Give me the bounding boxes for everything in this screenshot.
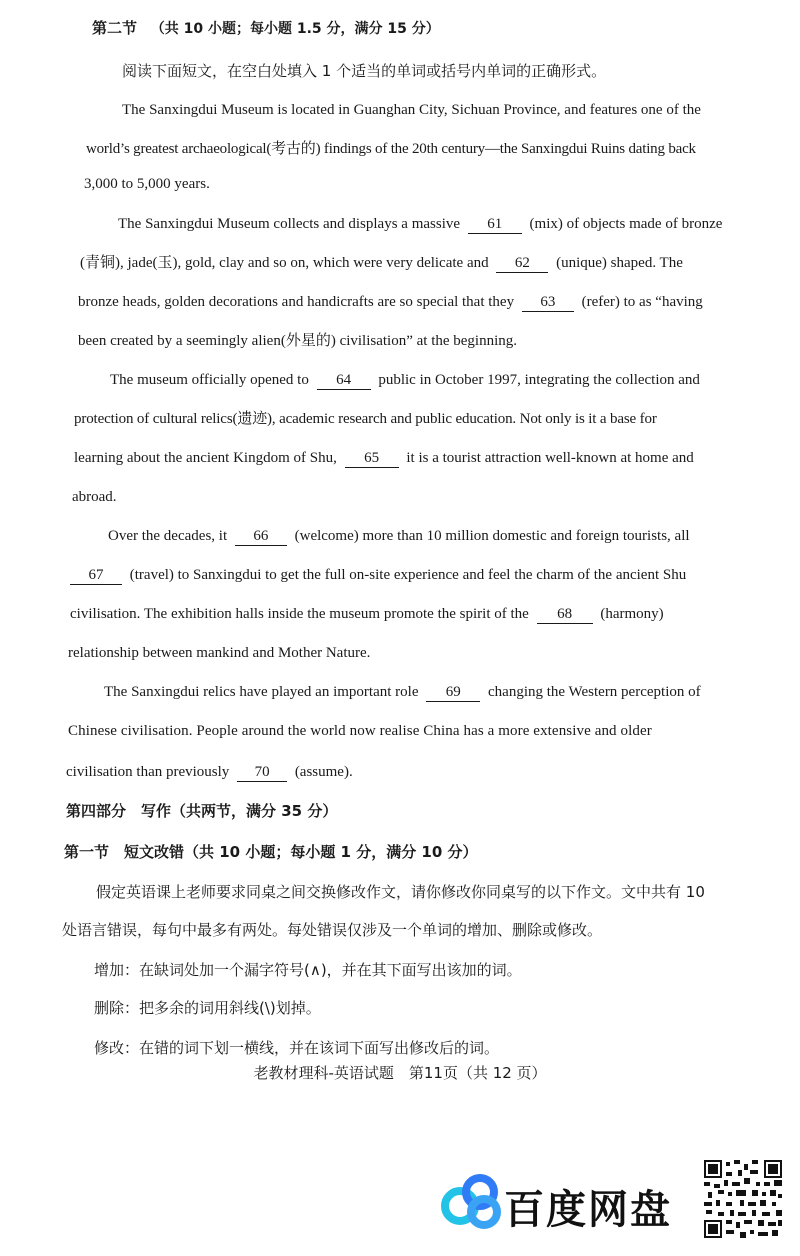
blank-65[interactable]: 65 <box>345 450 399 468</box>
passage-line: world’s greatest archaeological(考古的) findings of the 20th century—the Sanxingdui Ruins dating back <box>86 141 696 157</box>
rule-add: 增加：在缺词处加一个漏字符号(∧)，并在其下面写出该加的词。 <box>94 961 522 979</box>
text: (welcome) more than 10 million domestic and foreign tourists, all <box>294 528 690 544</box>
text: (refer) to as “having <box>581 294 703 310</box>
rule-delete: 删除：把多余的词用斜线(\)划掉。 <box>94 999 321 1017</box>
blank-69[interactable]: 69 <box>426 684 480 702</box>
text: The Sanxingdui relics have played an important role <box>104 684 419 700</box>
cloud-logo-icon <box>440 1172 504 1230</box>
text: public in October 1997, integrating the collection and <box>378 372 700 388</box>
baidu-netdisk-watermark <box>440 1172 700 1238</box>
text: (travel) to Sanxingdui to get the full on-site experience and feel the charm of the ancient Shu <box>129 567 687 583</box>
text: (青铜), jade(玉), gold, clay and so on, which were very delicate and <box>80 255 489 271</box>
passage-line <box>70 565 686 585</box>
text: The museum officially opened to <box>110 372 309 388</box>
passage-line <box>74 448 694 468</box>
passage-line: been created by a seemingly alien(外星的) civilisation” at the beginning. <box>78 333 518 349</box>
passage-line <box>78 292 703 312</box>
text: The Sanxingdui Museum collects and displays a massive <box>118 216 461 232</box>
text: bronze heads, golden decorations and handicrafts are so special that they <box>78 294 515 310</box>
passage-line <box>122 100 790 120</box>
blank-68[interactable]: 68 <box>537 606 593 624</box>
brand-name: 百度网盘 <box>504 1187 672 1233</box>
blank-62[interactable]: 62 <box>496 255 548 273</box>
text: (mix) of objects made of bronze <box>529 216 723 232</box>
text: The Sanxingdui Museum is located in Guanghan City, Sichuan Province, and features one of the <box>122 102 701 118</box>
qr-code-icon <box>702 1158 784 1240</box>
section-title: 第二节 <box>92 19 138 37</box>
passage-line <box>66 762 353 782</box>
blank-67[interactable]: 67 <box>70 567 122 585</box>
section-heading <box>92 18 440 39</box>
passage-line <box>110 370 700 390</box>
rule-modify: 修改：在错的词下划一横线，并在该词下面写出修改后的词。 <box>94 1039 500 1057</box>
passage-line: protection of cultural relics(遗迹), academic research and public education. Not only is it a base for <box>74 411 657 427</box>
blank-64[interactable]: 64 <box>317 372 371 390</box>
blank-63[interactable]: 63 <box>522 294 574 312</box>
passage-line: 3,000 to 5,000 years. <box>84 176 210 192</box>
text: civilisation than previously <box>66 764 230 780</box>
intro-line: 处语言错误，每句中最多有两处。每处错误仅涉及一个单词的增加、删除或修改。 <box>62 921 603 939</box>
blank-70[interactable]: 70 <box>237 764 287 782</box>
blank-61[interactable]: 61 <box>468 216 522 234</box>
instruction: 阅读下面短文，在空白处填入 1 个适当的单词或括号内单词的正确形式。 <box>122 62 607 80</box>
blank-66[interactable]: 66 <box>235 528 287 546</box>
passage-line: Chinese civilisation. People around the world now realise China has a more extensive and older <box>68 723 652 739</box>
part-heading: 第四部分 写作（共两节，满分 35 分） <box>66 802 338 820</box>
section-heading: 第一节 短文改错（共 10 小题；每小题 1 分，满分 10 分） <box>64 843 478 861</box>
text: (unique) shaped. The <box>556 255 683 271</box>
passage-line: relationship between mankind and Mother Nature. <box>68 645 371 661</box>
passage-line <box>104 682 701 702</box>
passage-line <box>118 214 722 234</box>
text: it is a tourist attraction well-known at home and <box>406 450 694 466</box>
intro-line: 假定英语课上老师要求同桌之间交换修改作文，请你修改你同桌写的以下作文。文中共有 10 <box>96 883 705 901</box>
passage-line: abroad. <box>72 489 117 505</box>
text: (assume). <box>294 764 353 780</box>
text: civilisation. The exhibition halls inside the museum promote the spirit of the <box>70 606 529 622</box>
text: changing the Western perception of <box>488 684 701 700</box>
passage-line <box>108 526 690 546</box>
text: Over the decades, it <box>108 528 228 544</box>
text: learning about the ancient Kingdom of Shu, <box>74 450 337 466</box>
passage-line <box>80 253 683 273</box>
text: (harmony) <box>600 606 664 622</box>
passage-line <box>70 604 664 624</box>
section-note: （共 10 小题；每小题 1.5 分，满分 15 分） <box>150 21 440 37</box>
page-footer: 老教材理科-英语试题 第11页（共 12 页） <box>253 1064 547 1082</box>
